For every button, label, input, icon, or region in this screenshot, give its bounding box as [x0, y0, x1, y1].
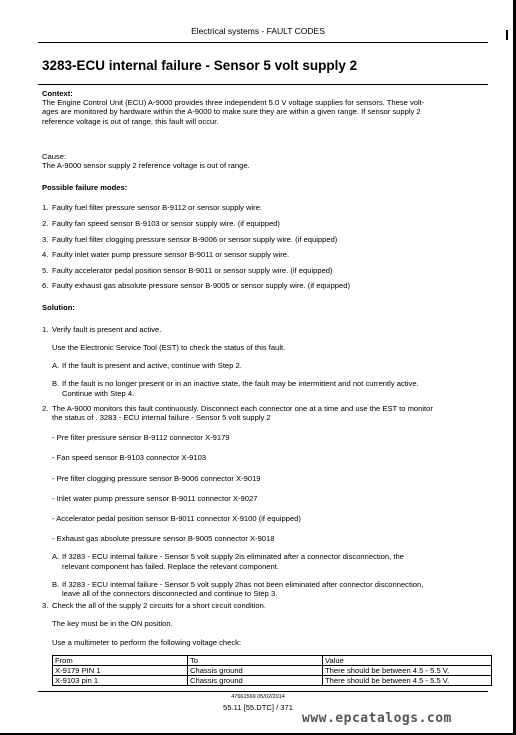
- table-cell: X-9179 PIN 1: [53, 665, 188, 675]
- substep-text: If 3283 - ECU internal failure - Sensor 5 volt supply 2is eliminated after a connector disconnection, the: [62, 552, 404, 562]
- item-text: Faulty accelerator pedal position sensor B-9011 or sensor supply wire. (if equipped): [52, 265, 333, 275]
- column-header: To: [188, 655, 323, 665]
- failure-mode-item: [42, 203, 490, 212]
- connector-item: - Pre filter pressure sensor B-9112 connector X-9179: [52, 433, 230, 443]
- connector-item: - Pre filter clogging pressure sensor B-9006 connector X-9019: [52, 473, 261, 483]
- failure-modes-heading: Possible failure modes:: [42, 183, 128, 193]
- item-text: Faulty exhaust gas absolute pressure sensor B-9005 or sensor supply wire. (if equipped): [52, 281, 351, 291]
- substep-text: If the fault is no longer present or in an inactive state, the fault may be intermittent and not currently active.: [62, 379, 419, 389]
- table-row: [53, 675, 492, 685]
- document-number: 47661569 05/02/2014: [231, 694, 285, 700]
- table-cell: Chassis ground: [188, 665, 323, 675]
- failure-mode-item: [42, 266, 490, 275]
- solution-step-3: [42, 601, 490, 686]
- voltage-check-table: [52, 655, 492, 686]
- item-number: 1.: [42, 203, 49, 213]
- substep-text: If 3283 - ECU internal failure - Sensor 5 volt supply 2has not been eliminated after connector disconnection,: [62, 579, 424, 589]
- context-line: ages are monitored by hardware within the A-9000 to make sure they are within a given range. If sensor supply 2: [42, 107, 421, 117]
- item-text: Faulty fan speed sensor B-9103 or sensor supply wire. (if equipped): [52, 219, 280, 229]
- solution-heading: Solution:: [42, 302, 75, 312]
- connector-item: - Fan speed sensor B-9103 connector X-9103: [52, 453, 207, 463]
- page-title: 3283-ECU internal failure - Sensor 5 volt supply 2: [42, 58, 358, 73]
- failure-mode-item: [42, 281, 490, 290]
- item-number: 5.: [42, 265, 49, 275]
- substep-a: [52, 361, 490, 370]
- step-text: Check the all of the supply 2 circuits for a short circuit condition.: [52, 601, 266, 611]
- table-cell: There should be between 4.5 - 5.5 V.: [323, 675, 492, 685]
- page-reference: 55.11 [55.DTC] / 371: [223, 703, 293, 712]
- table-cell: Chassis ground: [188, 675, 323, 685]
- step-text: The A-9000 monitors this fault continuously. Disconnect each connector one at a time and use the EST to monitor: [52, 403, 433, 413]
- table-header-row: [53, 655, 492, 665]
- failure-mode-item: [42, 219, 490, 228]
- watermark: www.epcatalogs.com: [302, 711, 452, 726]
- step-number: 2.: [42, 403, 49, 413]
- document-body: [42, 89, 490, 686]
- failure-modes-list: [42, 203, 490, 290]
- context-line: reference voltage is out of range, this fault will occur.: [42, 116, 219, 126]
- page-header: Electrical systems - FAULT CODES: [191, 26, 325, 36]
- substep-letter: B.: [52, 579, 60, 589]
- item-number: 3.: [42, 234, 49, 244]
- context-line: The Engine Control Unit (ECU) A-9000 provides three independent 5.0 V voltage supplies for sensors. These volt-: [42, 98, 425, 108]
- substep-a: [52, 552, 490, 570]
- failure-mode-item: [42, 235, 490, 244]
- step-text: Verify fault is present and active.: [52, 324, 162, 334]
- column-header: From: [53, 655, 188, 665]
- title-rule: [38, 84, 488, 85]
- step-paragraph: Use the Electronic Service Tool (EST) to check the status of this fault.: [52, 343, 286, 352]
- connector-item: - Inlet water pump pressure sensor B-9011 connector X-9027: [52, 493, 258, 503]
- step-text: the status of . 3283 - ECU internal failure - Sensor 5 volt supply 2: [52, 413, 271, 423]
- substep-text: relevant component has failed. Replace the relevant component.: [62, 561, 279, 571]
- table-cell: There should be between 4.5 - 5.5 V.: [323, 665, 492, 675]
- solution-step-1: [42, 325, 490, 398]
- footer-rule: [38, 691, 488, 692]
- header-rule: [38, 42, 488, 43]
- table-cell: X-9103 pin 1: [53, 675, 188, 685]
- column-header: Value: [323, 655, 492, 665]
- step-paragraph: Use a multimeter to perform the following voltage check:: [52, 637, 242, 647]
- substep-letter: B.: [52, 379, 60, 389]
- substep-letter: A.: [52, 552, 60, 562]
- failure-mode-item: [42, 250, 490, 259]
- substep-text: Continue with Step 4.: [62, 388, 135, 398]
- step-number: 1.: [42, 324, 49, 334]
- connector-item: - Exhaust gas absolute pressure sensor B-9005 connector X-9018: [52, 534, 275, 544]
- step-number: 3.: [42, 601, 49, 611]
- item-text: Faulty fuel filter pressure sensor B-9112 or sensor supply wire.: [52, 203, 263, 213]
- table-row: [53, 665, 492, 675]
- item-number: 6.: [42, 281, 49, 291]
- connector-item: - Accelerator pedal position sensor B-9011 connector X-9100 (if equipped): [52, 514, 301, 524]
- step-paragraph: The key must be in the ON position.: [52, 619, 173, 629]
- substep-text: If the fault is present and active, continue with Step 2.: [62, 361, 242, 371]
- item-number: 2.: [42, 219, 49, 229]
- item-text: Faulty inlet water pump pressure sensor B-9011 or sensor supply wire.: [52, 250, 290, 260]
- substep-b: [52, 580, 490, 598]
- item-text: Faulty fuel filter clogging pressure sensor B-9006 or sensor supply wire. (if equipped): [52, 234, 338, 244]
- solution-step-2: [42, 404, 490, 598]
- cause-text: The A-9000 sensor supply 2 reference voltage is out of range.: [42, 161, 250, 171]
- substep-letter: A.: [52, 361, 60, 371]
- context-heading: Context:: [42, 89, 73, 98]
- cause-heading: Cause:: [42, 151, 67, 161]
- substep-b: [52, 379, 490, 397]
- item-number: 4.: [42, 250, 49, 260]
- substep-text: leave all of the connectors disconnected and continue to Step 3.: [62, 589, 278, 599]
